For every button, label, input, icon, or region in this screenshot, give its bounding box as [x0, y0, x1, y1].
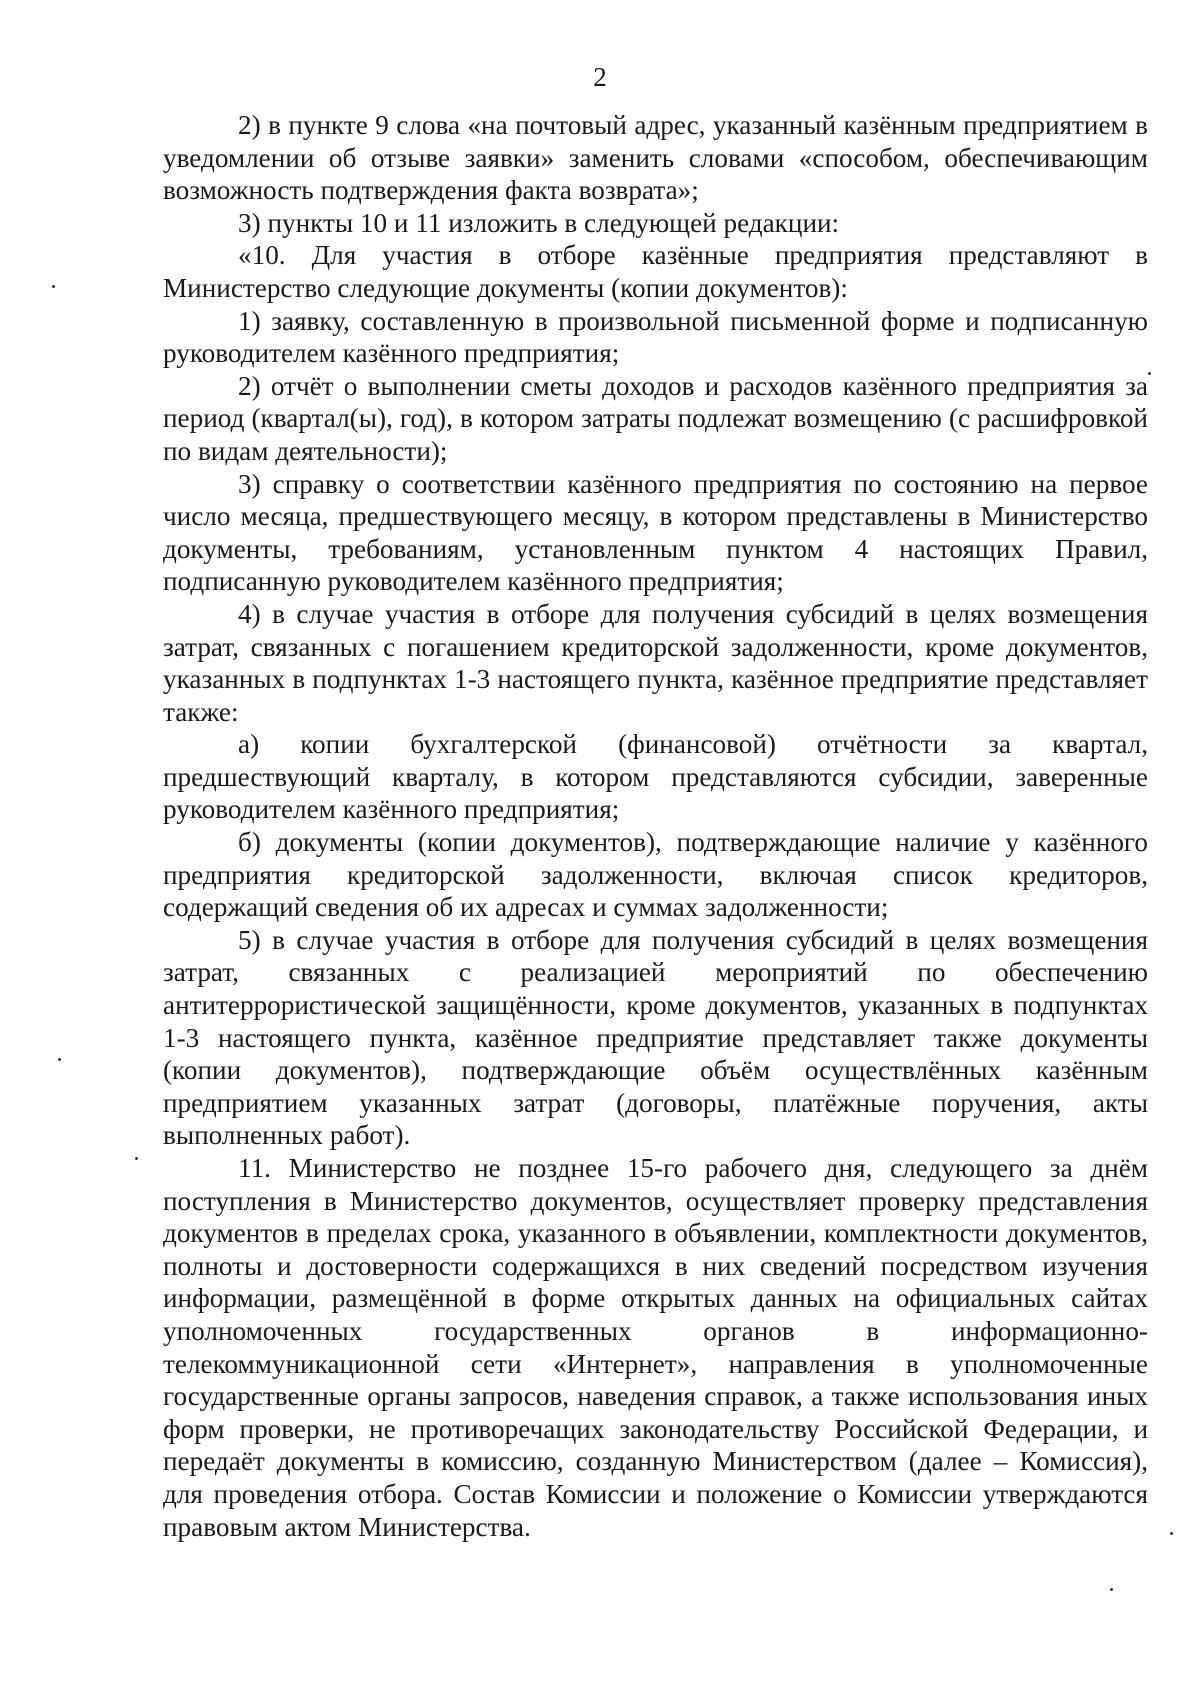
scan-speck: [135, 1157, 138, 1160]
list-item-2: 2) отчёт о выполнении сметы доходов и расходов казённого предприятия за период (квартал(ы), год), в котором затраты подлежат возмещению (с расшифровкой по видам деятельности);: [163, 370, 1148, 466]
paragraph-amendment-points-10-11: 3) пункты 10 и 11 изложить в следующей редакции:: [238, 207, 840, 238]
list-item-4: 4) в случае участия в отборе для получения субсидий в целях возмещения затрат, связанных с погашением кредиторской задолженности, кроме документов, указанных в подпунктах 1-3 настоящего пункта, казённое предприятие представляет также:: [163, 598, 1148, 727]
page-number: 2: [593, 62, 607, 92]
paragraph-amendment-point-9: 2) в пункте 9 слова «на почтовый адрес, указанный казённым предприятием в уведомлении об отзыве заявки» заменить словами «способом, обеспечивающим возможность подтверждения факта возврата»;: [163, 110, 1148, 206]
list-item-5: 5) в случае участия в отборе для получения субсидий в целях возмещения затрат, связанных с реализацией мероприятий по обеспечению антитеррористической защищённости, кроме документов, указанных в подпунктах 1-3 настоящего пункта, казённое предприятие представляет также документы (копии документов), подтверждающие объём осуществлённых казённым предприятием указанных затрат (договоры, платёжные поручения, акты выполненных работ).: [163, 924, 1148, 1151]
scan-speck: [58, 1058, 61, 1061]
list-item-4a: а) копии бухгалтерской (финансовой) отчётности за квартал, предшествующий кварталу, в котором представляются субсидии, заверенные руководителем казённого предприятия;: [163, 729, 1148, 825]
paragraph-point-11: 11. Министерство не позднее 15-го рабочего дня, следующего за днём поступления в Министерство документов, осуществляет проверку представления документов в пределах срока, указанного в объявлении, комплектности документов, полноты и достоверности содержащихся в них сведений посредством изучения информации, размещённой в форме открытых данных на официальных сайтах уполномоченных государственных органов в информационно-телекоммуникационной сети «Интернет», направления в уполномоченные государственные органы запросов, наведения справок, а также использования иных форм проверки, не противоречащих законодательству Российской Федерации, и передаёт документы в комиссию, созданную Министерством (далее – Комиссия), для проведения отбора. Состав Комиссии и положение о Комиссии утверждаются правовым актом Министерства.: [163, 1153, 1148, 1542]
scan-speck: [1170, 1532, 1173, 1535]
list-item-1: 1) заявку, составленную в произвольной письменной форме и подписанную руководителем казённого предприятия;: [163, 305, 1148, 369]
scan-speck: [52, 285, 55, 288]
list-item-4b: б) документы (копии документов), подтверждающие наличие у казённого предприятия кредиторской задолженности, включая список кредиторов, содержащий сведения об их адресах и суммах задолженности;: [163, 827, 1148, 923]
paragraph-point-10-intro: «10. Для участия в отборе казённые предприятия представляют в Министерство следующие документы (копии документов):: [163, 240, 1148, 303]
document-body: [163, 109, 1148, 1543]
scan-speck: [1110, 1588, 1113, 1591]
scan-speck: [1148, 372, 1151, 375]
list-item-3: 3) справку о соответствии казённого предприятия по состоянию на первое число месяца, предшествующего месяцу, в котором представлены в Министерство документы, требованиям, установленным пунктом 4 настоящих Правил, подписанную руководителем казённого предприятия;: [163, 468, 1148, 597]
